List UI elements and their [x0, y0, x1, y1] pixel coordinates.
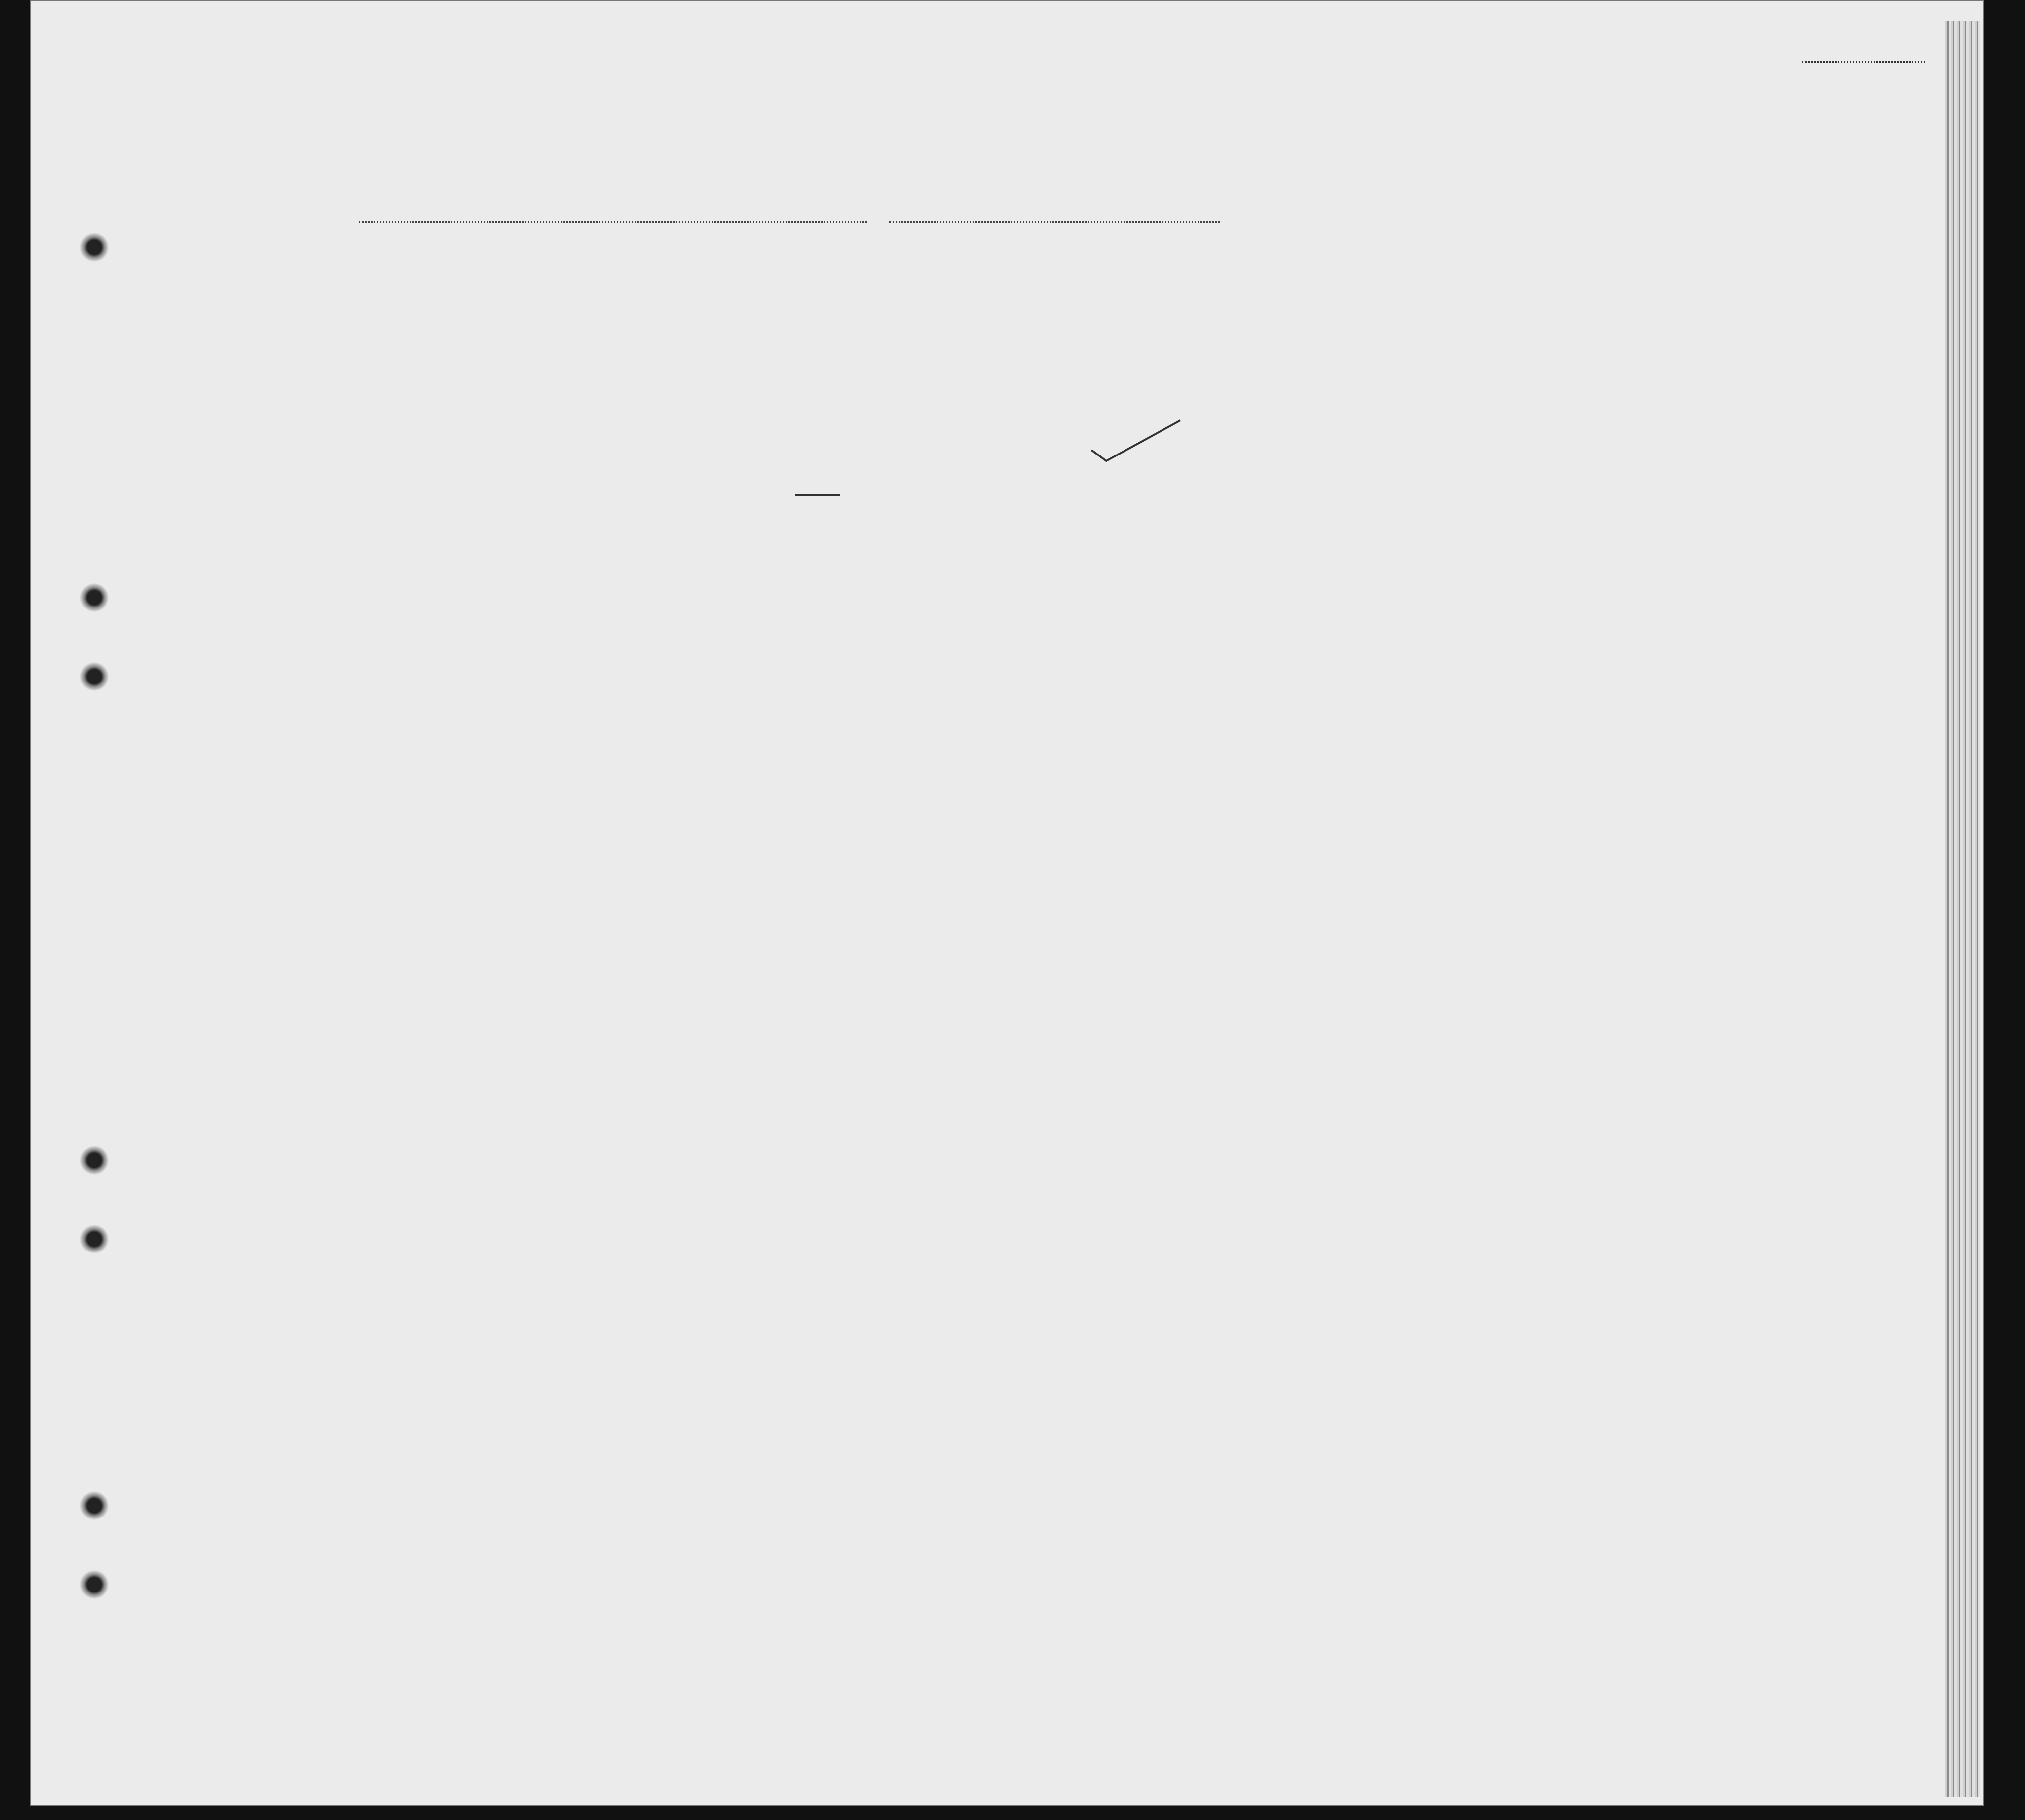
binder-hole	[80, 233, 109, 262]
binder-hole	[80, 583, 109, 612]
header-return-temporarily	[1162, 287, 1206, 411]
binder-hole	[80, 1491, 109, 1520]
header-inches	[1687, 346, 1710, 406]
manifest-sheet	[30, 0, 1984, 1806]
header-prison-charity	[1312, 277, 1352, 411]
header-ticket	[597, 277, 633, 411]
header-anarchist	[1381, 277, 1405, 411]
header-polygamist	[1355, 277, 1379, 411]
binder-hole	[80, 1225, 109, 1253]
check-mark-annotation	[1087, 416, 1185, 465]
header-length-stay	[1213, 287, 1262, 411]
year-separator	[795, 494, 840, 496]
book-page-edges	[1945, 21, 1980, 1797]
port-line	[359, 221, 867, 223]
header-question-28	[1407, 277, 1453, 411]
header-money	[727, 277, 756, 411]
binder-hole	[80, 1146, 109, 1175]
binder-hole	[80, 1570, 109, 1599]
header-deported	[1500, 277, 1543, 411]
date-line	[889, 221, 1220, 223]
list-number-line	[1802, 61, 1925, 63]
header-citizen	[1267, 287, 1310, 411]
binder-hole	[80, 662, 109, 691]
header-labor-offer	[1455, 277, 1498, 411]
header-feet	[1662, 346, 1686, 406]
